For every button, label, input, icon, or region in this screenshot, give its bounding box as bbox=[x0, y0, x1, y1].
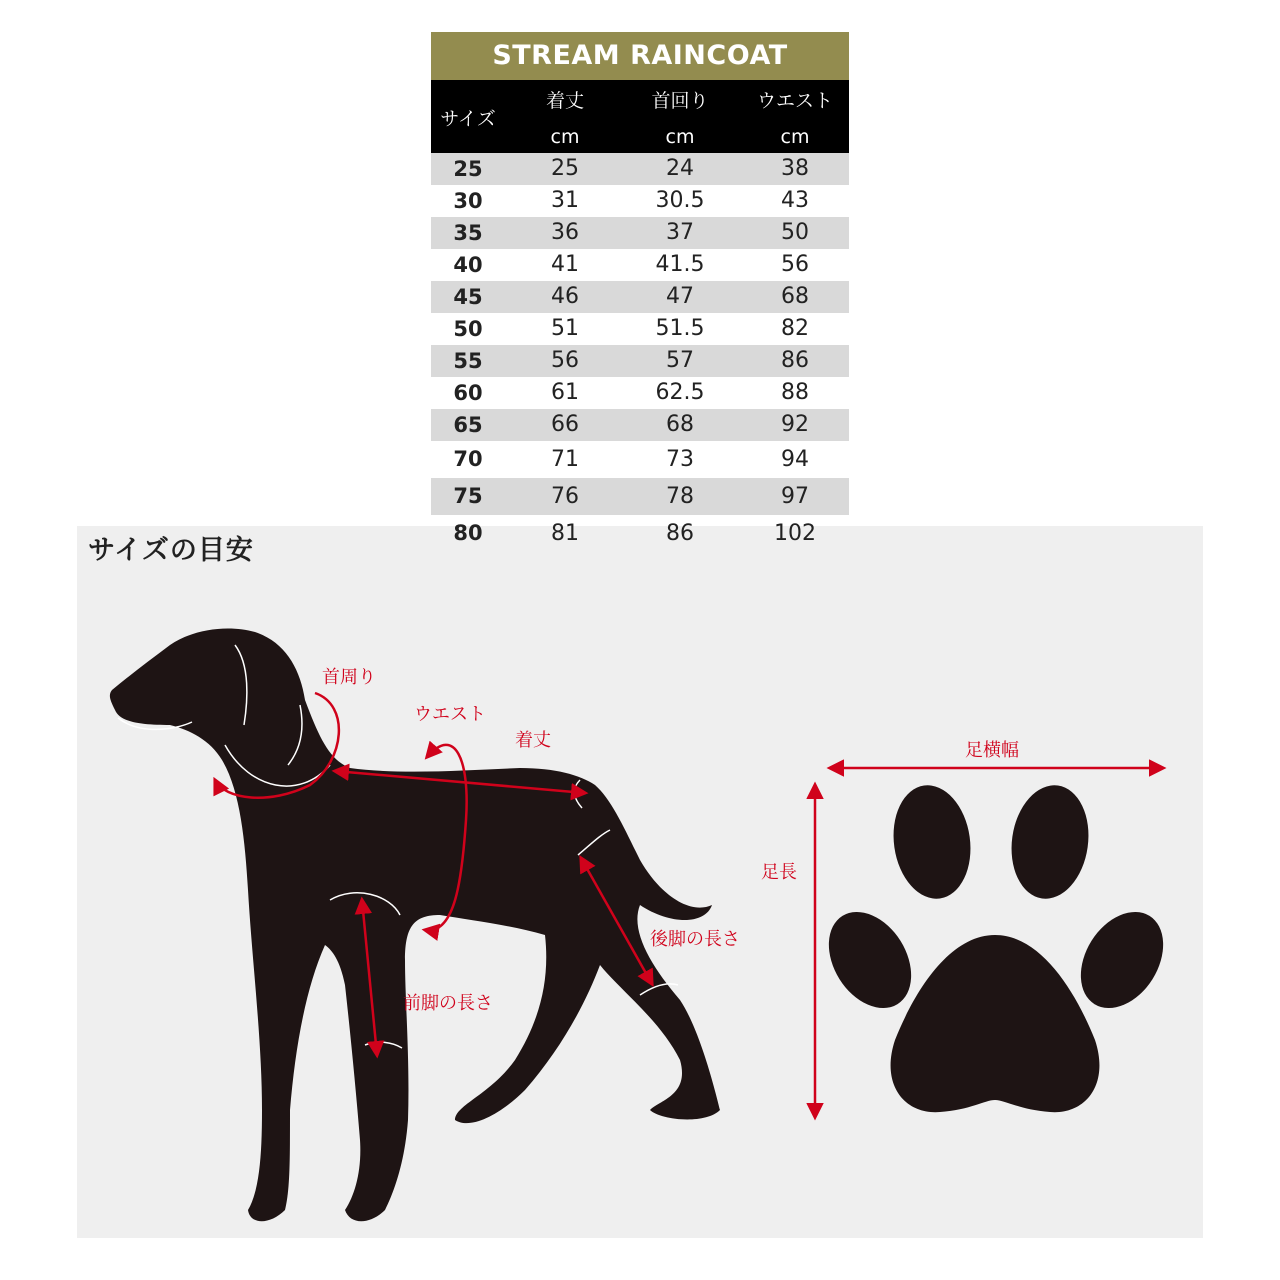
size-cell: 65 bbox=[453, 413, 483, 437]
length-cell: 76 bbox=[551, 484, 579, 509]
waist-cell: 88 bbox=[781, 380, 809, 405]
label-hind-leg: 後脚の長さ bbox=[650, 929, 740, 950]
size-cell: 25 bbox=[453, 157, 483, 181]
size-cell: 50 bbox=[453, 317, 483, 341]
length-cell: 66 bbox=[551, 412, 579, 437]
label-foot-width: 足横幅 bbox=[965, 740, 1019, 761]
neck-cell: 47 bbox=[666, 284, 694, 309]
neck-cell: 24 bbox=[666, 156, 694, 181]
size-cell: 30 bbox=[453, 189, 483, 213]
header-neck: 首回り bbox=[651, 90, 709, 112]
size-cell: 60 bbox=[453, 381, 483, 405]
waist-cell: 50 bbox=[781, 220, 809, 245]
label-length: 着丈 bbox=[515, 730, 551, 751]
paw-pad bbox=[891, 935, 1100, 1112]
length-cell: 25 bbox=[551, 156, 579, 181]
waist-cell: 56 bbox=[781, 252, 809, 277]
neck-cell: 41.5 bbox=[655, 252, 705, 277]
length-cell: 51 bbox=[551, 316, 579, 341]
table-title: STREAM RAINCOAT bbox=[431, 32, 849, 80]
length-cell: 61 bbox=[551, 380, 579, 405]
label-foot-length: 足長 bbox=[761, 862, 797, 883]
neck-cell: 57 bbox=[666, 348, 694, 373]
header-waist: ウエスト bbox=[756, 90, 833, 112]
label-neck: 首周り bbox=[322, 667, 376, 688]
size-cell: 70 bbox=[453, 447, 483, 471]
length-cell: 46 bbox=[551, 284, 579, 309]
header-length-unit: cm bbox=[550, 126, 580, 148]
paw-toe-1 bbox=[886, 780, 977, 903]
waist-cell: 86 bbox=[781, 348, 809, 373]
neck-cell: 68 bbox=[666, 412, 694, 437]
size-guide-title: サイズの目安 bbox=[88, 535, 254, 566]
length-cell: 81 bbox=[551, 521, 579, 546]
waist-cell: 43 bbox=[781, 188, 809, 213]
waist-cell: 38 bbox=[781, 156, 809, 181]
paw-print bbox=[812, 780, 1180, 1112]
size-cell: 35 bbox=[453, 221, 483, 245]
paw-toe-2 bbox=[1004, 780, 1095, 903]
neck-cell: 73 bbox=[666, 447, 694, 472]
length-cell: 56 bbox=[551, 348, 579, 373]
size-cell: 40 bbox=[453, 253, 483, 277]
label-waist: ウエスト bbox=[414, 704, 486, 725]
header-neck-unit: cm bbox=[665, 126, 695, 148]
waist-cell: 94 bbox=[781, 447, 809, 472]
length-cell: 71 bbox=[551, 447, 579, 472]
header-size: サイズ bbox=[440, 108, 496, 130]
waist-cell: 92 bbox=[781, 412, 809, 437]
size-cell: 55 bbox=[453, 349, 483, 373]
neck-cell: 51.5 bbox=[655, 316, 705, 341]
header-length: 着丈 bbox=[545, 90, 584, 112]
paw-toe-4 bbox=[1064, 897, 1180, 1023]
paw-toe-3 bbox=[812, 897, 928, 1023]
size-cell: 80 bbox=[453, 521, 483, 545]
size-cell: 75 bbox=[453, 484, 483, 508]
neck-cell: 30.5 bbox=[655, 188, 705, 213]
waist-cell: 68 bbox=[781, 284, 809, 309]
neck-cell: 37 bbox=[666, 220, 694, 245]
length-cell: 31 bbox=[551, 188, 579, 213]
waist-cell: 102 bbox=[774, 521, 816, 546]
neck-cell: 78 bbox=[666, 484, 694, 509]
waist-cell: 97 bbox=[781, 484, 809, 509]
header-waist-unit: cm bbox=[780, 126, 810, 148]
neck-cell: 86 bbox=[666, 521, 694, 546]
neck-cell: 62.5 bbox=[655, 380, 705, 405]
waist-cell: 82 bbox=[781, 316, 809, 341]
label-front-leg: 前脚の長さ bbox=[403, 993, 493, 1014]
length-cell: 41 bbox=[551, 252, 579, 277]
length-cell: 36 bbox=[551, 220, 579, 245]
size-cell: 45 bbox=[453, 285, 483, 309]
